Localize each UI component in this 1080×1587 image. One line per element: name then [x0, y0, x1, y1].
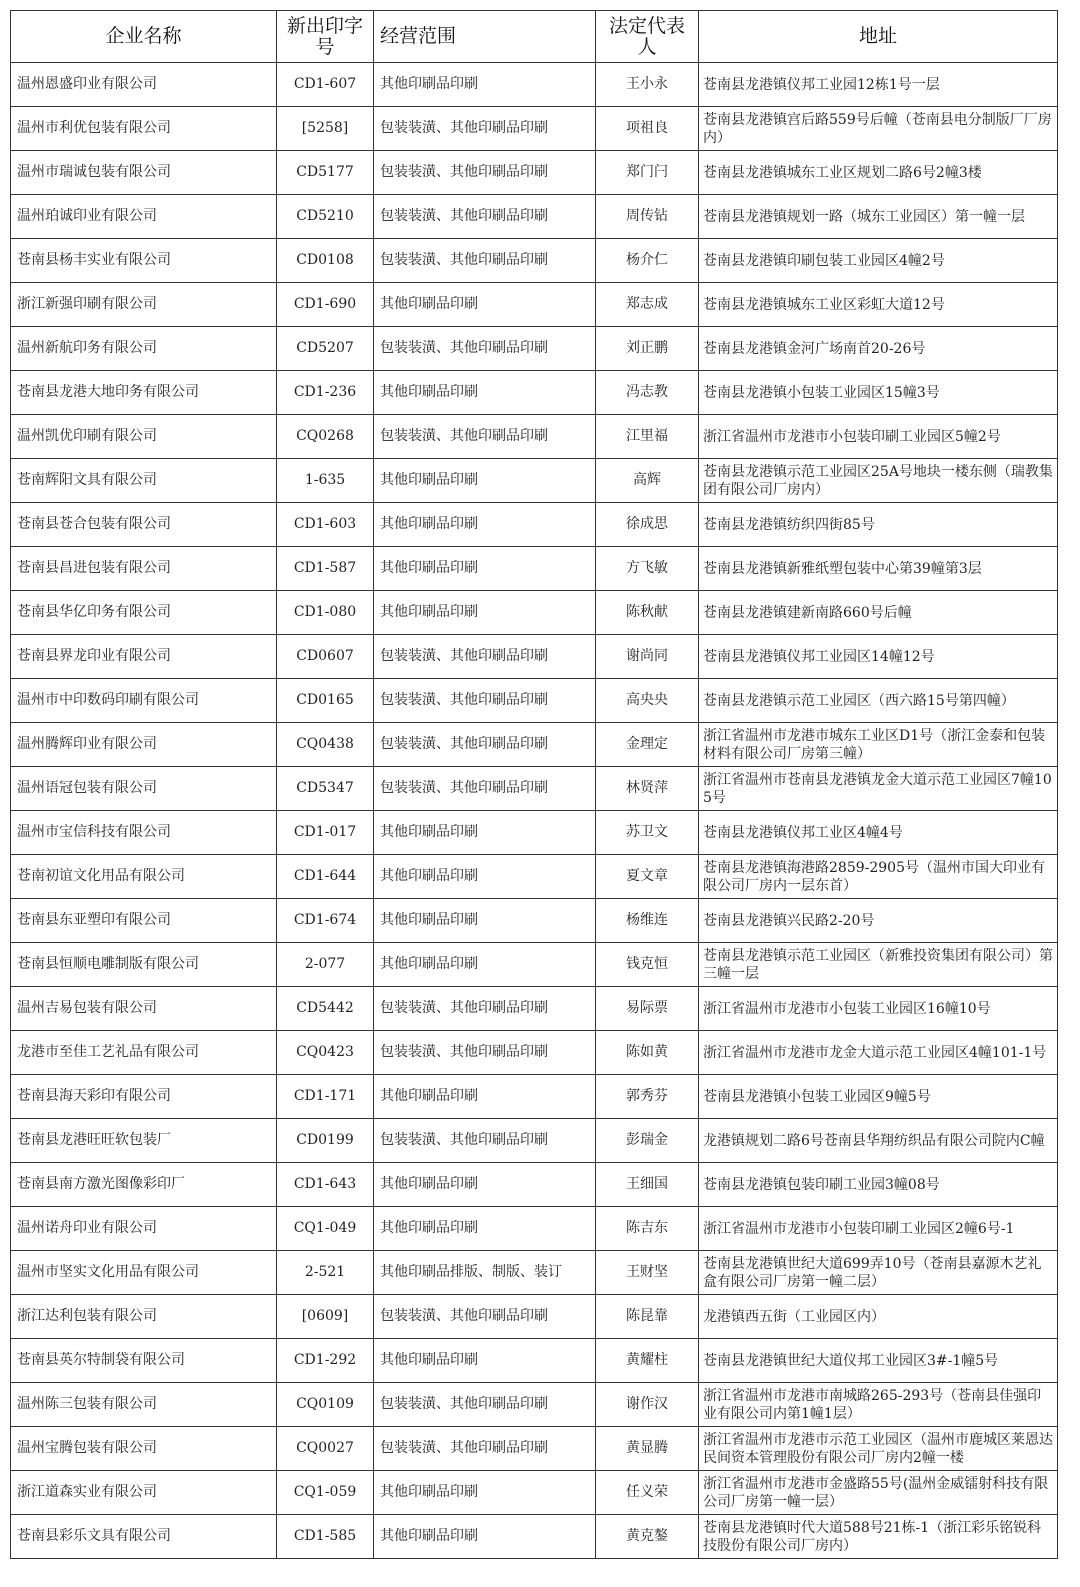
address-cell: 苍南县龙港镇示范工业园区（西六路15号第四幢） — [699, 679, 1058, 723]
table-row — [11, 767, 1058, 811]
table-row — [11, 327, 1058, 371]
legal-representative-cell: 郑门闩 — [596, 151, 699, 195]
address-cell: 浙江省温州市龙港市南城路265-293号（苍南县佳强印业有限公司内第1幢1层） — [699, 1383, 1058, 1427]
company-name-cell: 温州市瑞诚包装有限公司 — [11, 151, 277, 195]
license-number-cell: 1-635 — [277, 459, 374, 503]
company-name-cell: 温州新航印务有限公司 — [11, 327, 277, 371]
table-row — [11, 1163, 1058, 1207]
table-row — [11, 415, 1058, 459]
company-name-cell: 温州腾辉印业有限公司 — [11, 723, 277, 767]
company-name-cell: 苍南县杨丰实业有限公司 — [11, 239, 277, 283]
table-row — [11, 723, 1058, 767]
address-cell: 浙江省温州市龙港市示范工业园区（温州市鹿城区莱恩达民间资本管理股份有限公司厂房内2幢一楼 — [699, 1427, 1058, 1471]
business-scope-cell: 其他印刷品印刷 — [374, 63, 596, 107]
table-row — [11, 371, 1058, 415]
address-cell: 苍南县龙港镇仪邦工业园12栋1号一层 — [699, 63, 1058, 107]
table-header — [11, 11, 1058, 63]
legal-representative-cell: 陈昆靠 — [596, 1295, 699, 1339]
address-cell: 龙港镇西五街（工业园区内） — [699, 1295, 1058, 1339]
license-number-cell: CD5347 — [277, 767, 374, 811]
address-cell: 浙江省温州市龙港市金盛路55号(温州金威镭射科技有限公司厂房第一幢一层） — [699, 1471, 1058, 1515]
address-cell: 苍南县龙港镇新雅纸塑包装中心第39幢第3层 — [699, 547, 1058, 591]
table-row — [11, 591, 1058, 635]
legal-representative-cell: 冯志教 — [596, 371, 699, 415]
table-row — [11, 283, 1058, 327]
license-number-cell: CD1-017 — [277, 811, 374, 855]
legal-representative-cell: 徐成思 — [596, 503, 699, 547]
license-number-cell: CD1-674 — [277, 899, 374, 943]
legal-representative-cell: 陈秋献 — [596, 591, 699, 635]
header-address: 地址 — [699, 11, 1058, 63]
license-number-cell: CD1-644 — [277, 855, 374, 899]
address-cell: 苍南县龙港镇建新南路660号后幢 — [699, 591, 1058, 635]
company-name-cell: 温州陈三包装有限公司 — [11, 1383, 277, 1427]
license-number-cell: CD0165 — [277, 679, 374, 723]
header-row — [11, 11, 1058, 63]
legal-representative-cell: 任义荣 — [596, 1471, 699, 1515]
license-number-cell: CD1-171 — [277, 1075, 374, 1119]
business-scope-cell: 包装装潢、其他印刷品印刷 — [374, 195, 596, 239]
table-row — [11, 107, 1058, 151]
table-row — [11, 1339, 1058, 1383]
company-name-cell: 苍南初谊文化用品有限公司 — [11, 855, 277, 899]
license-number-cell: [5258] — [277, 107, 374, 151]
legal-representative-cell: 王财坚 — [596, 1251, 699, 1295]
table-row — [11, 1075, 1058, 1119]
business-scope-cell: 其他印刷品印刷 — [374, 1515, 596, 1559]
legal-representative-cell: 刘正鹏 — [596, 327, 699, 371]
legal-representative-cell: 黄克鏊 — [596, 1515, 699, 1559]
legal-representative-cell: 方飞敏 — [596, 547, 699, 591]
table-row — [11, 679, 1058, 723]
legal-representative-cell: 郑志成 — [596, 283, 699, 327]
legal-representative-cell: 周传钻 — [596, 195, 699, 239]
legal-representative-cell: 王小永 — [596, 63, 699, 107]
license-number-cell: CQ1-049 — [277, 1207, 374, 1251]
company-name-cell: 苍南辉阳文具有限公司 — [11, 459, 277, 503]
legal-representative-cell: 易际票 — [596, 987, 699, 1031]
business-scope-cell: 包装装潢、其他印刷品印刷 — [374, 1427, 596, 1471]
address-cell: 浙江省温州市龙港市小包装印刷工业园区5幢2号 — [699, 415, 1058, 459]
address-cell: 苍南县龙港镇海港路2859-2905号（温州市国大印业有限公司厂房内一层东首） — [699, 855, 1058, 899]
company-name-cell: 温州语冠包装有限公司 — [11, 767, 277, 811]
address-cell: 苍南县龙港镇宫后路559号后幢（苍南县电分制版厂厂房内） — [699, 107, 1058, 151]
legal-representative-cell: 江里福 — [596, 415, 699, 459]
header-company-name: 企业名称 — [11, 11, 277, 63]
license-number-cell: CD0607 — [277, 635, 374, 679]
company-name-cell: 苍南县东亚塑印有限公司 — [11, 899, 277, 943]
header-license-number: 新出印字号 — [277, 11, 374, 63]
address-cell: 苍南县龙港镇小包装工业园区15幢3号 — [699, 371, 1058, 415]
business-scope-cell: 其他印刷品印刷 — [374, 459, 596, 503]
license-number-cell: CD5442 — [277, 987, 374, 1031]
legal-representative-cell: 谢尚同 — [596, 635, 699, 679]
business-scope-cell: 其他印刷品印刷 — [374, 547, 596, 591]
address-cell: 苍南县龙港镇时代大道588号21栋-1（浙江彩乐铭锐科技股份有限公司厂房内） — [699, 1515, 1058, 1559]
legal-representative-cell: 杨介仁 — [596, 239, 699, 283]
table-row — [11, 1383, 1058, 1427]
license-number-cell: CQ0423 — [277, 1031, 374, 1075]
address-cell: 苍南县龙港镇城东工业区彩虹大道12号 — [699, 283, 1058, 327]
business-scope-cell: 包装装潢、其他印刷品印刷 — [374, 635, 596, 679]
address-cell: 龙港镇规划二路6号苍南县华翔纺织品有限公司院内C幢 — [699, 1119, 1058, 1163]
table-row — [11, 547, 1058, 591]
address-cell: 苍南县龙港镇小包装工业园区9幢5号 — [699, 1075, 1058, 1119]
legal-representative-cell: 王细国 — [596, 1163, 699, 1207]
business-scope-cell: 包装装潢、其他印刷品印刷 — [374, 239, 596, 283]
business-scope-cell: 包装装潢、其他印刷品印刷 — [374, 1295, 596, 1339]
legal-representative-cell: 郭秀芬 — [596, 1075, 699, 1119]
company-name-cell: 温州市宝信科技有限公司 — [11, 811, 277, 855]
legal-representative-cell: 金理定 — [596, 723, 699, 767]
company-name-cell: 温州市坚实文化用品有限公司 — [11, 1251, 277, 1295]
company-name-cell: 浙江达利包装有限公司 — [11, 1295, 277, 1339]
license-number-cell: 2-521 — [277, 1251, 374, 1295]
business-scope-cell: 其他印刷品印刷 — [374, 591, 596, 635]
license-number-cell: CD1-585 — [277, 1515, 374, 1559]
company-name-cell: 苍南县昌进包装有限公司 — [11, 547, 277, 591]
address-cell: 苍南县龙港镇示范工业园区25A号地块一楼东侧（瑞教集团有限公司厂房内） — [699, 459, 1058, 503]
address-cell: 浙江省温州市苍南县龙港镇龙金大道示范工业园区7幢105号 — [699, 767, 1058, 811]
license-number-cell: CD1-080 — [277, 591, 374, 635]
company-name-cell: 苍南县苍合包装有限公司 — [11, 503, 277, 547]
license-number-cell: CD1-603 — [277, 503, 374, 547]
license-number-cell: CQ0109 — [277, 1383, 374, 1427]
address-cell: 苍南县龙港镇纺织四街85号 — [699, 503, 1058, 547]
business-scope-cell: 其他印刷品印刷 — [374, 371, 596, 415]
company-name-cell: 温州恩盛印业有限公司 — [11, 63, 277, 107]
company-name-cell: 浙江新强印刷有限公司 — [11, 283, 277, 327]
license-number-cell: CD0108 — [277, 239, 374, 283]
table-row — [11, 195, 1058, 239]
table-row — [11, 151, 1058, 195]
company-name-cell: 温州市中印数码印刷有限公司 — [11, 679, 277, 723]
address-cell: 浙江省温州市龙港市城东工业区D1号（浙江金泰和包装材料有限公司厂房第三幢） — [699, 723, 1058, 767]
legal-representative-cell: 黄耀柱 — [596, 1339, 699, 1383]
business-scope-cell: 其他印刷品印刷 — [374, 1207, 596, 1251]
license-number-cell: CD5177 — [277, 151, 374, 195]
table-row — [11, 855, 1058, 899]
company-name-cell: 温州诺舟印业有限公司 — [11, 1207, 277, 1251]
legal-representative-cell: 高央央 — [596, 679, 699, 723]
address-cell: 浙江省温州市龙港市小包装工业园区16幢10号 — [699, 987, 1058, 1031]
business-scope-cell: 其他印刷品印刷 — [374, 811, 596, 855]
business-scope-cell: 其他印刷品印刷 — [374, 503, 596, 547]
legal-representative-cell: 林贤萍 — [596, 767, 699, 811]
legal-representative-cell: 陈吉东 — [596, 1207, 699, 1251]
table-row — [11, 1119, 1058, 1163]
address-cell: 苍南县龙港镇金河广场南首20-26号 — [699, 327, 1058, 371]
address-cell: 苍南县龙港镇仪邦工业园区14幢12号 — [699, 635, 1058, 679]
address-cell: 苍南县龙港镇包装印刷工业园3幢08号 — [699, 1163, 1058, 1207]
table-row — [11, 1031, 1058, 1075]
table-row — [11, 1515, 1058, 1559]
legal-representative-cell: 彭瑞金 — [596, 1119, 699, 1163]
business-scope-cell: 包装装潢、其他印刷品印刷 — [374, 107, 596, 151]
business-scope-cell: 包装装潢、其他印刷品印刷 — [374, 327, 596, 371]
address-cell: 苍南县龙港镇城东工业区规划二路6号2幢3楼 — [699, 151, 1058, 195]
company-name-cell: 温州市利优包装有限公司 — [11, 107, 277, 151]
business-scope-cell: 包装装潢、其他印刷品印刷 — [374, 767, 596, 811]
company-name-cell: 苍南县海天彩印有限公司 — [11, 1075, 277, 1119]
license-number-cell: CQ0268 — [277, 415, 374, 459]
table-row — [11, 811, 1058, 855]
legal-representative-cell: 杨维连 — [596, 899, 699, 943]
address-cell: 浙江省温州市龙港市小包装印刷工业园区2幢6号-1 — [699, 1207, 1058, 1251]
business-scope-cell: 包装装潢、其他印刷品印刷 — [374, 723, 596, 767]
business-scope-cell: 包装装潢、其他印刷品印刷 — [374, 1031, 596, 1075]
address-cell: 苍南县龙港镇兴民路2-20号 — [699, 899, 1058, 943]
company-name-cell: 苍南县恒顺电雕制版有限公司 — [11, 943, 277, 987]
license-number-cell: CD1-236 — [277, 371, 374, 415]
business-scope-cell: 其他印刷品印刷 — [374, 1339, 596, 1383]
table-row — [11, 503, 1058, 547]
business-scope-cell: 其他印刷品印刷 — [374, 899, 596, 943]
license-number-cell: CD0199 — [277, 1119, 374, 1163]
table-row — [11, 1427, 1058, 1471]
business-scope-cell: 包装装潢、其他印刷品印刷 — [374, 415, 596, 459]
company-name-cell: 苍南县英尔特制袋有限公司 — [11, 1339, 277, 1383]
company-name-cell: 苍南县南方激光图像彩印厂 — [11, 1163, 277, 1207]
table-row — [11, 1295, 1058, 1339]
address-cell: 浙江省温州市龙港市龙金大道示范工业园区4幢101-1号 — [699, 1031, 1058, 1075]
company-name-cell: 温州凯优印刷有限公司 — [11, 415, 277, 459]
table-body — [11, 63, 1058, 1559]
business-scope-cell: 其他印刷品印刷 — [374, 855, 596, 899]
table-row — [11, 899, 1058, 943]
address-cell: 苍南县龙港镇示范工业园区（新雅投资集团有限公司）第三幢一层 — [699, 943, 1058, 987]
table-row — [11, 1251, 1058, 1295]
company-name-cell: 苍南县龙港旺旺软包装厂 — [11, 1119, 277, 1163]
business-scope-cell: 包装装潢、其他印刷品印刷 — [374, 1119, 596, 1163]
legal-representative-cell: 项祖良 — [596, 107, 699, 151]
business-scope-cell: 其他印刷品印刷 — [374, 943, 596, 987]
table-row — [11, 239, 1058, 283]
legal-representative-cell: 夏文章 — [596, 855, 699, 899]
address-cell: 苍南县龙港镇规划一路（城东工业园区）第一幢一层 — [699, 195, 1058, 239]
license-number-cell: CQ1-059 — [277, 1471, 374, 1515]
license-number-cell: CD5207 — [277, 327, 374, 371]
license-number-cell: CQ0438 — [277, 723, 374, 767]
table-row — [11, 1207, 1058, 1251]
header-legal-representative: 法定代表人 — [596, 11, 699, 63]
business-scope-cell: 包装装潢、其他印刷品印刷 — [374, 151, 596, 195]
table-row — [11, 459, 1058, 503]
company-name-cell: 温州宝腾包装有限公司 — [11, 1427, 277, 1471]
business-scope-cell: 包装装潢、其他印刷品印刷 — [374, 679, 596, 723]
license-number-cell: CD1-292 — [277, 1339, 374, 1383]
business-scope-cell: 包装装潢、其他印刷品印刷 — [374, 1383, 596, 1427]
company-name-cell: 浙江道森实业有限公司 — [11, 1471, 277, 1515]
legal-representative-cell: 苏卫文 — [596, 811, 699, 855]
company-name-cell: 温州珀诚印业有限公司 — [11, 195, 277, 239]
legal-representative-cell: 陈如黄 — [596, 1031, 699, 1075]
company-name-cell: 苍南县界龙印业有限公司 — [11, 635, 277, 679]
company-name-cell: 苍南县龙港大地印务有限公司 — [11, 371, 277, 415]
header-business-scope: 经营范围 — [374, 11, 596, 63]
business-scope-cell: 其他印刷品印刷 — [374, 283, 596, 327]
business-scope-cell: 其他印刷品印刷 — [374, 1075, 596, 1119]
table-row — [11, 635, 1058, 679]
company-name-cell: 苍南县彩乐文具有限公司 — [11, 1515, 277, 1559]
enterprise-table — [10, 10, 1058, 1559]
legal-representative-cell: 钱克恒 — [596, 943, 699, 987]
company-name-cell: 龙港市至佳工艺礼品有限公司 — [11, 1031, 277, 1075]
business-scope-cell: 其他印刷品排版、制版、装订 — [374, 1251, 596, 1295]
business-scope-cell: 包装装潢、其他印刷品印刷 — [374, 987, 596, 1031]
address-cell: 苍南县龙港镇世纪大道699弄10号（苍南县嘉源木艺礼盒有限公司厂房第一幢二层） — [699, 1251, 1058, 1295]
license-number-cell: CD1-643 — [277, 1163, 374, 1207]
address-cell: 苍南县龙港镇印刷包装工业园区4幢2号 — [699, 239, 1058, 283]
legal-representative-cell: 高辉 — [596, 459, 699, 503]
business-scope-cell: 其他印刷品印刷 — [374, 1163, 596, 1207]
license-number-cell: CD1-607 — [277, 63, 374, 107]
license-number-cell: [0609] — [277, 1295, 374, 1339]
table-row — [11, 1471, 1058, 1515]
table-row — [11, 943, 1058, 987]
company-name-cell: 温州吉易包装有限公司 — [11, 987, 277, 1031]
address-cell: 苍南县龙港镇仪邦工业区4幢4号 — [699, 811, 1058, 855]
table-row — [11, 63, 1058, 107]
company-name-cell: 苍南县华亿印务有限公司 — [11, 591, 277, 635]
address-cell: 苍南县龙港镇世纪大道仪邦工业园区3#-1幢5号 — [699, 1339, 1058, 1383]
business-scope-cell: 其他印刷品印刷 — [374, 1471, 596, 1515]
table-row — [11, 987, 1058, 1031]
legal-representative-cell: 黄显腾 — [596, 1427, 699, 1471]
license-number-cell: CD1-690 — [277, 283, 374, 327]
license-number-cell: 2-077 — [277, 943, 374, 987]
license-number-cell: CD1-587 — [277, 547, 374, 591]
license-number-cell: CD5210 — [277, 195, 374, 239]
license-number-cell: CQ0027 — [277, 1427, 374, 1471]
legal-representative-cell: 谢作汉 — [596, 1383, 699, 1427]
